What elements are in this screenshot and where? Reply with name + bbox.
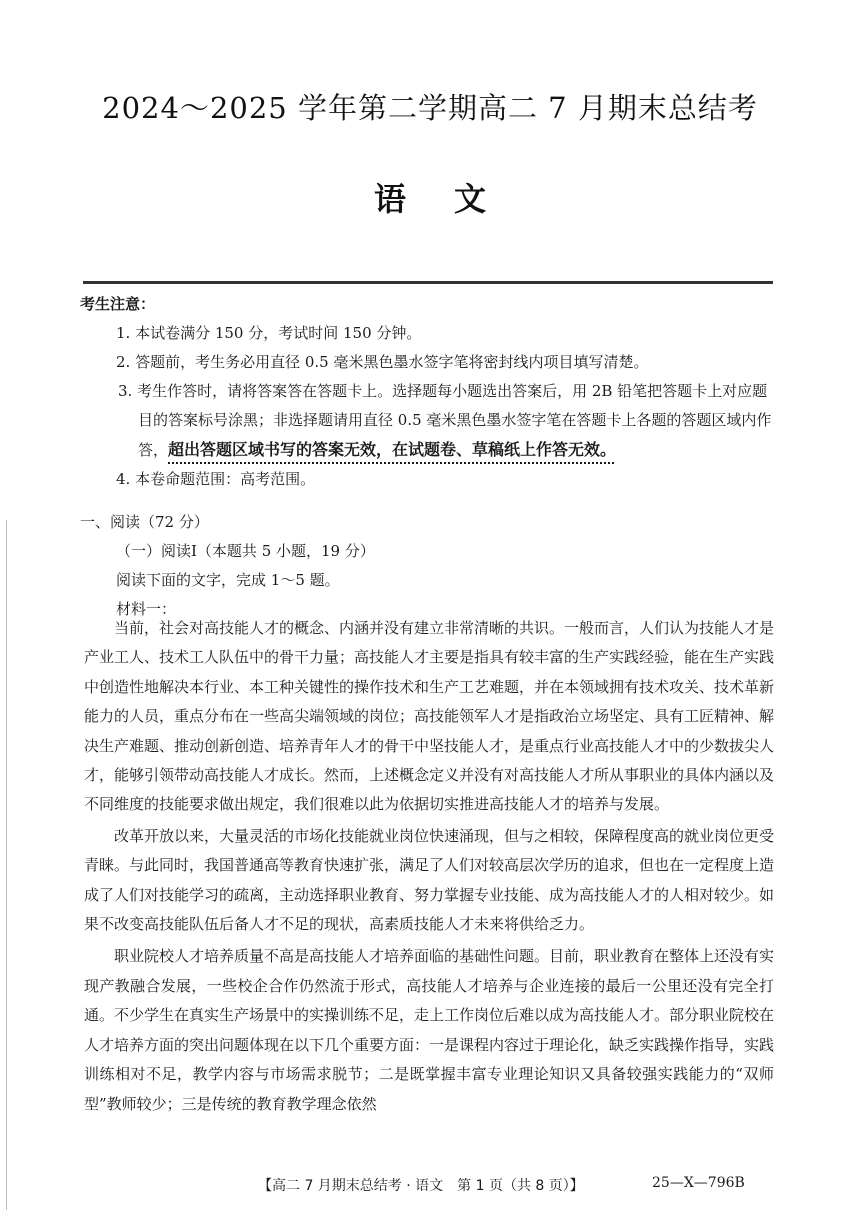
material-label: 材料一：: [116, 600, 177, 618]
section-instruction: 阅读下面的文字，完成 1～5 题。: [116, 571, 340, 589]
notice-item-2: 2. 答题前，考生务必用直径 0.5 毫米黑色墨水签字笔将密封线内项目填写清楚。: [116, 353, 649, 371]
paragraph-1: 当前，社会对高技能人才的概念、内涵并没有建立非常清晰的共识。一般而言，人们认为技能人才是产业工人、技术工人队伍中的骨干力量；高技能人才主要是指具有较丰富的生产实践经验，能在生产实践中创造性地解决本行业、本工种关键性的操作技术和生产工艺难题，并在本领域拥有技术攻关、技术革新能力的人员，重点分布在一些高尖端领域的岗位；高技能领军人才是指政治立场坚定、具有工匠精神、解决生产难题、推动创新创造、培养青年人才的骨干中坚技能人才，是重点行业高技能人才中的少数拔尖人才，能够引领带动高技能人才成长。然而，上述概念定义并没有对高技能人才所从事职业的具体内涵以及不同维度的技能要求做出规定，我们很难以此为依据切实推进高技能人才的培养与发展。: [84, 619, 775, 814]
notice-heading: 考生注意：: [80, 295, 156, 313]
exam-title: 2024～2025 学年第二学期高二 7 月期末总结考: [102, 91, 758, 125]
notice-item-4: 4. 本卷命题范围：高考范围。: [116, 470, 316, 488]
notice-item-3: [80, 377, 780, 465]
scan-edge-line: [6, 520, 7, 1210]
section-subheading: （一）阅读Ⅰ（本题共 5 小题，19 分）: [116, 542, 375, 560]
reading-section: [80, 508, 780, 624]
material-body: [84, 614, 774, 1119]
subject-title: 语文: [373, 180, 534, 218]
footer-code: 25—X—796B: [652, 1175, 745, 1191]
notice-item-3-emphasis: 超出答题区域书写的答案无效，在试题卷、草稿纸上作答无效。: [168, 440, 617, 459]
candidate-notice: [80, 290, 780, 494]
notice-item-3-text: 3. 考生作答时，请将答案答在答题卡上。选择题每小题选出答案后，用 2B 铅笔把答题卡上对应题目的答案标号涂黑；非选择题请用直径 0.5 毫米黑色墨水签字笔在答题卡上各题的答题区域内作答，: [118, 382, 772, 459]
paragraph-3: 职业院校人才培养质量不高是高技能人才培养面临的基础性问题。目前，职业教育在整体上还没有实现产教融合发展，一些校企合作仍然流于形式，高技能人才培养与企业连接的最后一公里还没有完全打通。不少学生在真实生产场景中的实操训练不足，走上工作岗位后难以成为高技能人才。部分职业院校在人才培养方面的突出问题体现在以下几个重要方面：一是课程内容过于理论化，缺乏实践操作指导，实践训练相对不足，教学内容与市场需求脱节；二是既掌握丰富专业理论知识又具备较强实践能力的“双师型”教师较少；三是传统的教育教学理念依然: [84, 947, 775, 1113]
footer-page-info: 【高二 7 月期末总结考 · 语文 第 1 页（共 8 页）】: [258, 1178, 584, 1194]
header-divider: [83, 281, 773, 284]
notice-item-1: 1. 本试卷满分 150 分，考试时间 150 分钟。: [116, 324, 422, 342]
section-heading: 一、阅读（72 分）: [80, 513, 209, 531]
paragraph-2: 改革开放以来，大量灵活的市场化技能就业岗位快速涌现，但与之相较，保障程度高的就业岗位更受青睐。与此同时，我国普通高等教育快速扩张，满足了人们对较高层次学历的追求，但也在一定程度上造成了人们对技能学习的疏离，主动选择职业教育、努力掌握专业技能、成为高技能人才的人相对较少。如果不改变高技能队伍后备人才不足的现状，高素质技能人才未来将供给乏力。: [84, 826, 775, 934]
